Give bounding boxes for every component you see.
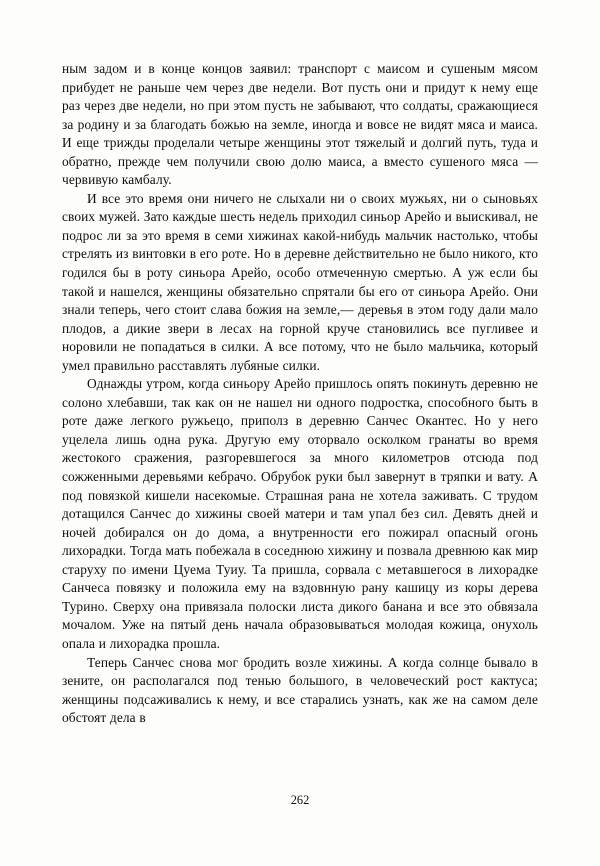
paragraph: Однажды утром, когда синьору Арейо пришлось опять покинуть деревню не солоно хлебавши, так как он не нашел ни одного подростка, способного быть в роте даже легкого ружьецо, приполз в деревню Санчес Окантес. Но у него уцелела лишь одна рука. Другую ему оторвало осколком гранаты во время жестокого сражения, разгоревшегося за много километров отсюда под сожженными деревьями кебрачо. Обрубок руки был завернут в тряпки и вату. А под повязкой кишели насекомые. Страшная рана не хотела заживать. С трудом дотащился Санчес до хижины своей матери и там упал без сил. Девять дней и ночей добирался он до дома, а внутренности его пожирал опасный огонь лихорадки. Тогда мать побежала в соседнюю хижину и позвала древнюю как мир старуху по имени Цуема Туиу. Та пришла, сорвала с метавшегося в лихорадке Санчеса повязку и положила ему на вздовнную рану кашицу из коры дерева Турино. Сверху она привязала полоски листа дикого банана и все это обвязала мочалом. Уже на пятый день начала образовываться молодая кожица, онухоль опала и лихорадка прошла. xyxy=(62,376,538,651)
paragraph: И все это время они ничего не слыхали ни о своих мужьях, ни о сыновьях своих мужей. Зато каждые шесть недель приходил синьор Арейо и выискивал, не подрос ли за это время в семи хижинах какой-нибудь мальчик настолько, чтобы стрелять из винтовки в его роте. Но в деревне действительно не было никого, кто годился бы в роту синьора Арейо, особо отмеченную смертью. А уж если бы такой и нашелся, женщины обязательно спрятали бы его от синьора Арейо. Они знали теперь, чего стоит слава божия на земле,— деревья в этом году дали мало плодов, а дикие звери в лесах на горной круче становились все пугливее и норовили не попадаться в силки. А все потому, что не было мальчика, который умел правильно расставлять лубяные силки. xyxy=(62,190,538,373)
paragraph: ным задом и в конце концов заявил: транспорт с маисом и сушеным мясом прибудет не раньше чем через две недели. Вот пусть они и придут к нему еще раз через две недели, но при этом пусть не забывают, что солдаты, сражающиеся за родину и за благодать божью на земле, иногда и вовсе не видят мяса и маиса. И еще трижды проделали четыре женщины этот тяжелый и долгий путь, туда и обратно, прежде чем получили свою долю маиса, а вместо сушеного мяса — червивую камбалу. xyxy=(62,61,538,188)
paragraph: Теперь Санчес снова мог бродить возле хижины. А когда солнце бывало в зените, он располагался под тенью большого, в человеческий рост кактуса; женщины подсаживались к нему, и все старались узнать, как же на самом деле обстоят дела в xyxy=(62,654,538,726)
page-number: 262 xyxy=(290,793,310,807)
page-text-body xyxy=(62,60,538,728)
